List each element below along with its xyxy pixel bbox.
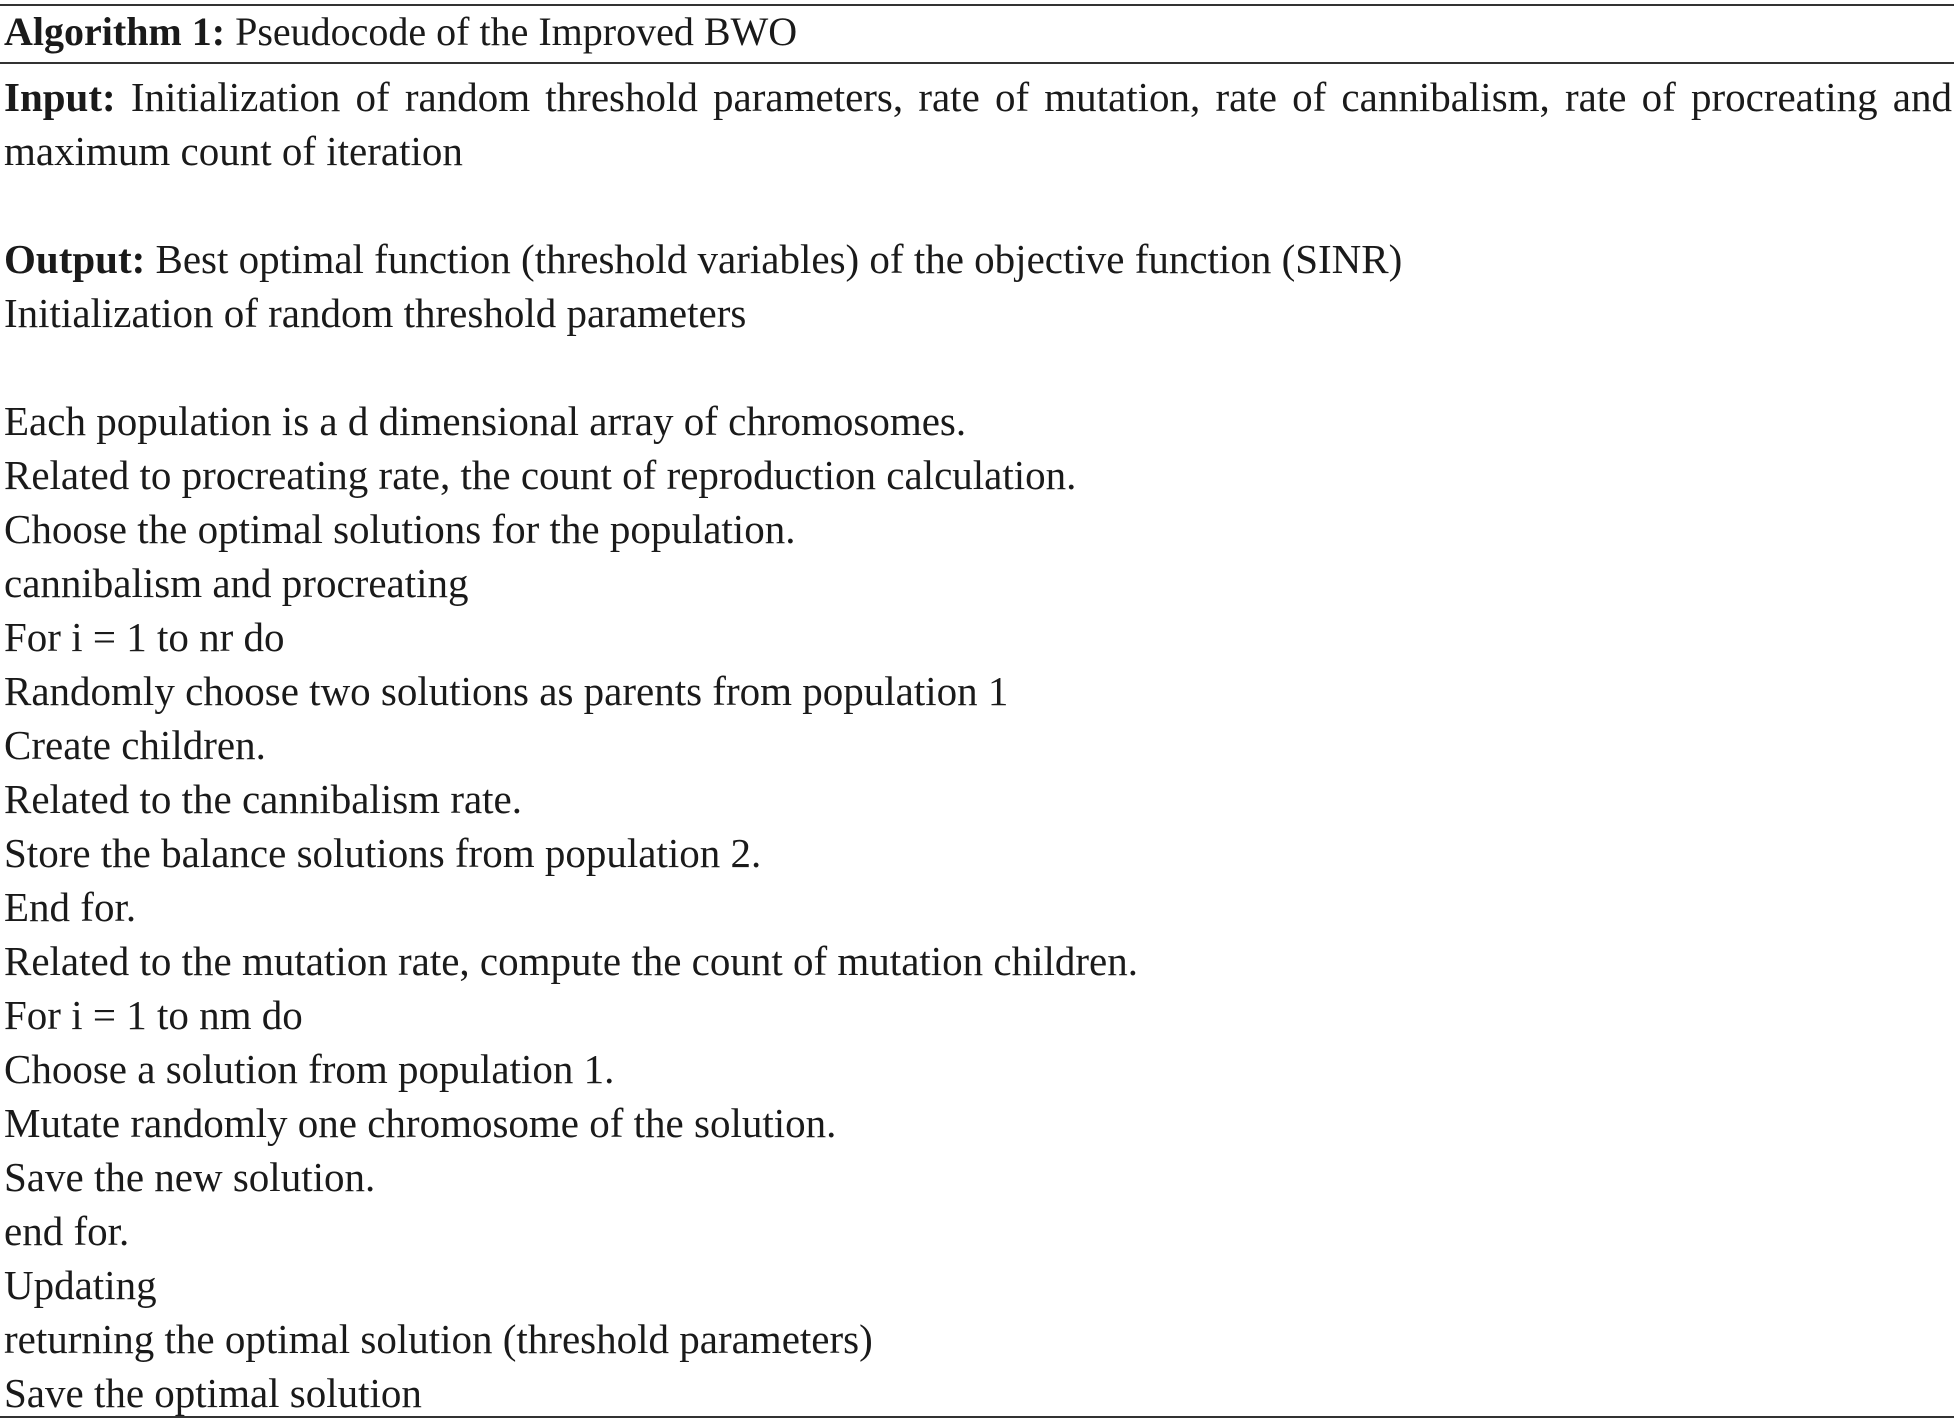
step-line: Store the balance solutions from population 2. bbox=[4, 830, 762, 876]
step-line: Save the new solution. bbox=[4, 1154, 376, 1200]
step-line: Create children. bbox=[4, 722, 266, 768]
input-label: Input: bbox=[4, 74, 116, 120]
input-text: Initialization of random threshold parameters, rate of mutation, rate of cannibalism, rate of procreating and maximum count of iteration bbox=[4, 74, 1953, 174]
output-line bbox=[4, 232, 1954, 286]
step-line: end for. bbox=[4, 1208, 130, 1254]
step-line: For i = 1 to nr do bbox=[4, 614, 285, 660]
step-line: Initialization of random threshold parameters bbox=[4, 290, 747, 336]
spacer bbox=[4, 340, 1954, 394]
step-line: Choose the optimal solutions for the population. bbox=[4, 506, 796, 552]
output-text: Best optimal function (threshold variables) of the objective function (SINR) bbox=[155, 236, 1403, 282]
output-label: Output: bbox=[4, 236, 146, 282]
algorithm-title: Pseudocode of the Improved BWO bbox=[235, 9, 798, 54]
step-line: Each population is a d dimensional array of chromosomes. bbox=[4, 398, 967, 444]
spacer bbox=[4, 178, 1954, 232]
step-line: Save the optimal solution bbox=[4, 1370, 422, 1416]
algorithm-title-row bbox=[0, 6, 1954, 62]
step-line: Related to procreating rate, the count of reproduction calculation. bbox=[4, 452, 1077, 498]
step-line: Related to the mutation rate, compute the count of mutation children. bbox=[4, 938, 1139, 984]
algorithm-body bbox=[0, 64, 1954, 1420]
step-line: Mutate randomly one chromosome of the solution. bbox=[4, 1100, 837, 1146]
step-line: Choose a solution from population 1. bbox=[4, 1046, 615, 1092]
step-line: For i = 1 to nm do bbox=[4, 992, 303, 1038]
step-line: returning the optimal solution (threshold parameters) bbox=[4, 1316, 873, 1362]
step-line: Related to the cannibalism rate. bbox=[4, 776, 523, 822]
step-line: Updating bbox=[4, 1262, 157, 1308]
step-line: cannibalism and procreating bbox=[4, 560, 469, 606]
bottom-rule bbox=[0, 1416, 1954, 1418]
step-line: End for. bbox=[4, 884, 137, 930]
algorithm-box bbox=[0, 4, 1954, 1420]
input-paragraph bbox=[4, 70, 1952, 178]
step-line: Randomly choose two solutions as parents from population 1 bbox=[4, 668, 1009, 714]
algorithm-label: Algorithm 1: bbox=[4, 9, 226, 54]
